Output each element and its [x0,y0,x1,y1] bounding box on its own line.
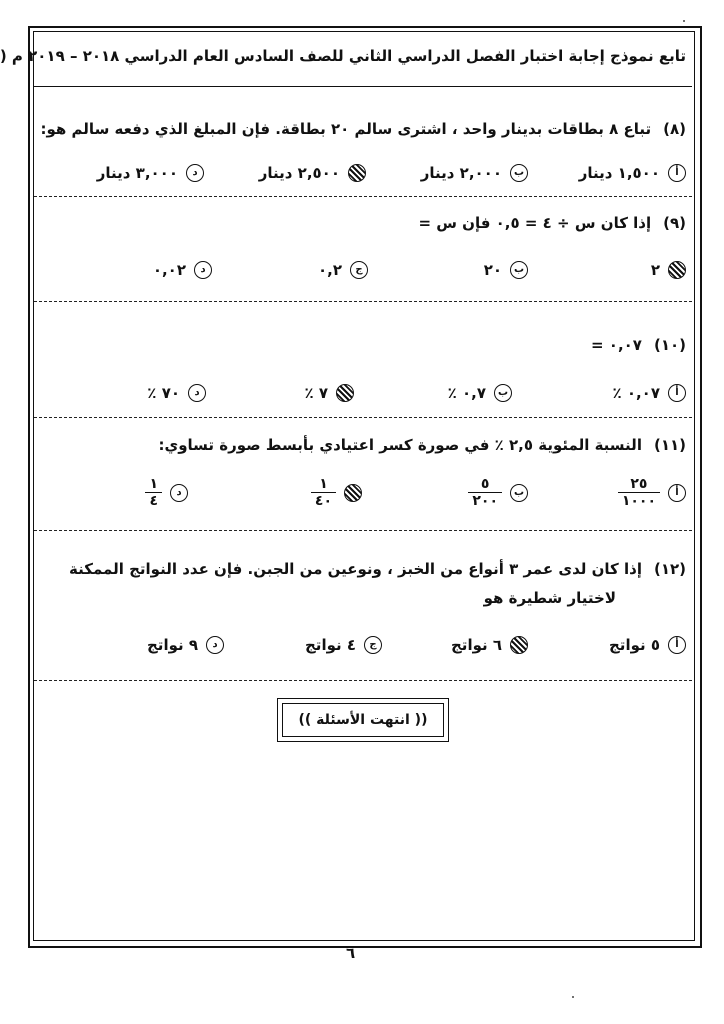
page-number: ٦ [346,944,356,962]
option-text: ٢٠ [483,261,502,279]
question-8 [41,120,686,138]
question-text: إذا كان س ÷ ٤ = ٠,٥ فإن س = [418,214,652,232]
option-text: ٢ [650,261,660,279]
question-text: تباع ٨ بطاقات بدينار واحد ، اشترى سالم ٢٠ بطاقة. فإن المبلغ الذي دفعه سالم هو: [40,120,652,138]
letter-circle-icon: ب [494,384,512,402]
header-divider [34,86,692,87]
question-11 [158,436,686,454]
option-text: ٣,٠٠٠ دينار [96,164,178,182]
fraction: $\frac{١}{٤٠}$ [311,476,336,509]
option-c-selected[interactable] [304,384,354,402]
option-text: ٧ ٪ [304,384,328,402]
section-divider [34,680,692,681]
question-12 [69,560,686,578]
option-a[interactable] [612,384,686,402]
question-12-line2: لاختيار شطيرة هو [483,589,616,607]
selected-answer-icon [336,384,354,402]
option-text: ٧٠ ٪ [147,384,180,402]
option-d[interactable] [97,164,204,182]
option-d[interactable] [147,636,224,654]
option-b[interactable] [448,384,512,402]
question-number: (١٠) [653,336,686,354]
section-divider [34,301,692,302]
option-a[interactable] [609,636,686,654]
option-b[interactable] [421,164,528,182]
option-text: ٤ نواتج [305,636,356,654]
end-of-questions-text: (( انتهت الأسئلة )) [282,703,444,737]
option-c-selected[interactable] [311,476,362,509]
selected-answer-icon [344,484,362,502]
letter-circle-icon: ب [510,484,528,502]
option-text: ٠,٠٧ ٪ [612,384,660,402]
option-text: ٢,٥٠٠ دينار [258,164,340,182]
section-divider [34,530,692,531]
letter-circle-icon: ب [510,164,528,182]
option-text: ١,٥٠٠ دينار [578,164,660,182]
letter-circle-icon: د [194,261,212,279]
option-d[interactable] [147,384,206,402]
end-of-questions-box [277,698,449,742]
option-a-selected[interactable] [651,261,686,279]
letter-circle-icon: أ [668,484,686,502]
fraction: $\frac{١}{٤}$ [145,476,162,509]
option-text: ٠,٠٢ [152,261,186,279]
option-text: ٢,٠٠٠ دينار [420,164,502,182]
option-c[interactable] [305,636,382,654]
scan-speck [572,996,574,998]
option-c-selected[interactable] [259,164,366,182]
option-d[interactable] [145,476,188,509]
question-9 [418,214,686,232]
question-text: ٠,٠٧ = [591,336,642,354]
question-text: إذا كان لدى عمر ٣ أنواع من الخبز ، ونوعين من الجبن. فإن عدد النواتج الممكنة [69,560,642,578]
option-text: ٠,٧ ٪ [447,384,486,402]
selected-answer-icon [510,636,528,654]
question-number: (١٢) [653,560,686,578]
question-number: (٩) [663,214,686,232]
fraction: $\frac{٥}{٢٠٠}$ [468,476,502,509]
option-b-selected[interactable] [451,636,528,654]
question-number: (٨) [663,120,686,138]
option-b[interactable] [468,476,528,509]
section-divider [34,417,692,418]
letter-circle-icon: د [186,164,204,182]
option-c[interactable] [318,261,368,279]
letter-circle-icon: أ [668,384,686,402]
letter-circle-icon: ج [350,261,368,279]
fraction: $\frac{٢٥}{١٠٠٠}$ [618,476,660,509]
selected-answer-icon [348,164,366,182]
scan-speck [683,20,685,22]
letter-circle-icon: د [206,636,224,654]
section-divider [34,196,692,197]
letter-circle-icon: أ [668,164,686,182]
question-10 [591,336,686,354]
option-text: ٠,٢ [317,261,342,279]
header-title: تابع نموذج إجابة اختبار الفصل الدراسي الثاني للصف السادس العام الدراسي ٢٠١٨ – ٢٠١٩ م ( [0,47,686,65]
letter-circle-icon: د [170,484,188,502]
letter-circle-icon: أ [668,636,686,654]
selected-answer-icon [668,261,686,279]
option-text: ٥ نواتج [609,636,660,654]
question-text: النسبة المئوية ٢,٥ ٪ في صورة كسر اعتيادي بأبسط صورة تساوي: [158,436,642,454]
option-a[interactable] [579,164,686,182]
question-number: (١١) [653,436,686,454]
letter-circle-icon: ب [510,261,528,279]
letter-circle-icon: ج [364,636,382,654]
option-text: ٩ نواتج [147,636,198,654]
option-a[interactable] [618,476,686,509]
letter-circle-icon: د [188,384,206,402]
option-b[interactable] [484,261,528,279]
option-d[interactable] [153,261,212,279]
option-text: ٦ نواتج [451,636,502,654]
